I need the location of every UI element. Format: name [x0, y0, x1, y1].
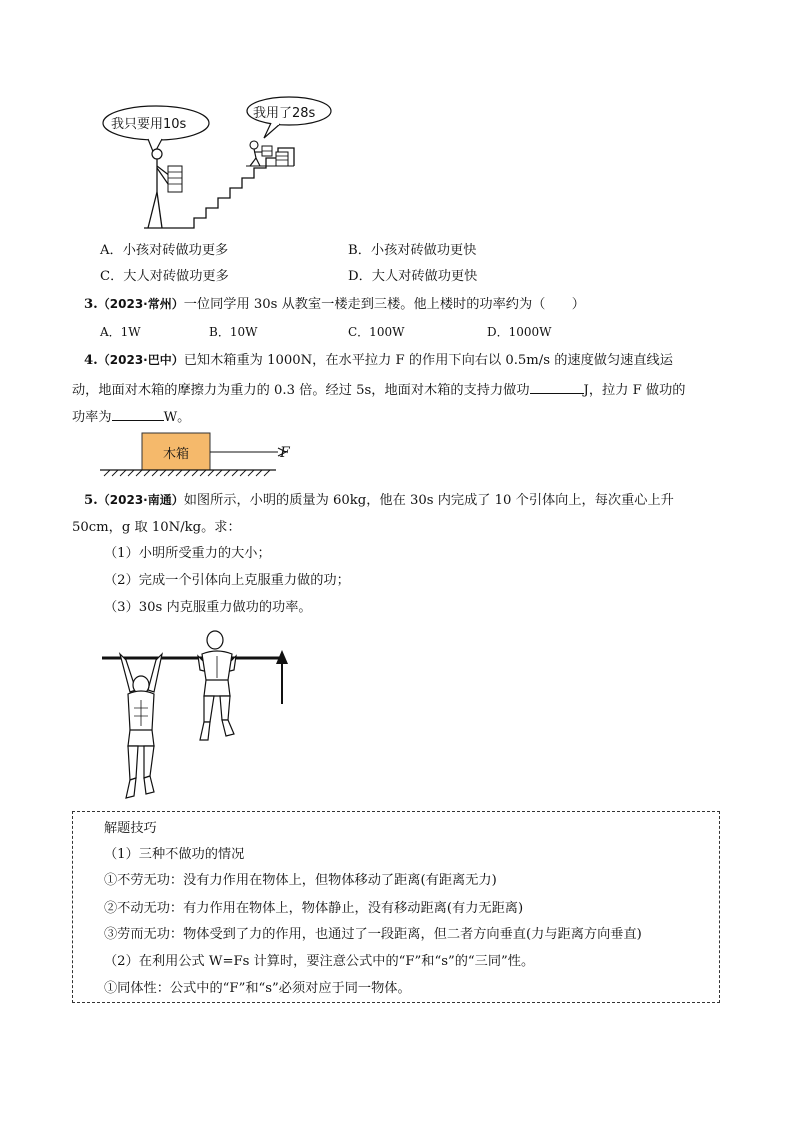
question-source-tag: （2023·巴中） — [97, 353, 184, 367]
question-text: 一位同学用 30s 从教室一楼走到三楼。他上楼时的功率约为（ ） — [183, 297, 585, 312]
tips-line-2: ①不劳无功：没有力作用在物体上，但物体移动了距离(有距离无力) — [104, 873, 497, 888]
question-text: 功率为 — [72, 410, 112, 425]
option-c: C．大人对砖做功更多 — [100, 269, 229, 284]
answer-blank[interactable] — [112, 406, 164, 421]
q3-option-c: C．100W — [348, 325, 405, 339]
q3-option-b: B．10W — [209, 325, 258, 339]
option-d: D．大人对砖做功更快 — [348, 269, 478, 284]
q3-option-d: D．1000W — [487, 325, 552, 339]
question-4-line2 — [72, 379, 685, 400]
tips-title: 解题技巧 — [104, 821, 157, 836]
option-b: B．小孩对砖做功更快 — [348, 243, 477, 258]
question-source-tag: （2023·南通） — [97, 493, 184, 507]
wooden-box-figure — [100, 430, 300, 480]
option-a: A．小孩对砖做功更多 — [100, 243, 229, 258]
question-4-line3 — [72, 406, 190, 427]
question-5-line1 — [84, 491, 674, 510]
pull-up-figure — [100, 630, 300, 805]
bubble-right-text: 我用了28s — [253, 106, 316, 121]
question-5-sub2: （2）完成一个引体向上克服重力做的功； — [104, 573, 350, 588]
tips-line-3: ②不动无功：有力作用在物体上，物体静止，没有移动距离(有力无距离) — [104, 901, 524, 916]
question-3 — [84, 295, 585, 314]
force-label: F — [280, 445, 290, 461]
question-text: 已知木箱重为 1000N，在水平拉力 F 的作用下向右以 0.5m/s 的速度做匀速直线运 — [183, 353, 673, 368]
question-4-line1 — [84, 351, 673, 370]
question-text: J，拉力 F 做功的 — [583, 383, 686, 398]
box-label: 木箱 — [163, 447, 190, 462]
tips-line-6: ①同体性：公式中的“F”和“s”必须对应于同一物体。 — [104, 981, 411, 996]
question-number: 5. — [84, 493, 98, 508]
tips-line-4: ③劳而无功：物体受到了力的作用，也通过了一段距离，但二者方向垂直(力与距离方向垂直) — [104, 927, 642, 942]
question-text: 如图所示，小明的质量为 60kg，他在 30s 内完成了 10 个引体向上，每次重心上升 — [183, 493, 674, 508]
question-number: 4. — [84, 353, 98, 368]
bubble-left-text: 我只要用10s — [111, 117, 187, 132]
answer-blank[interactable] — [530, 379, 584, 394]
question-5-sub3: （3）30s 内克服重力做功的功率。 — [104, 600, 312, 615]
q3-option-a: A．1W — [100, 325, 141, 339]
question-source-tag: （2023·常州） — [97, 297, 184, 311]
tips-line-1: （1）三种不做功的情况 — [104, 847, 245, 862]
question-text: W。 — [163, 410, 191, 425]
question-5-line2: 50cm，g 取 10N/kg。求： — [72, 520, 241, 535]
question-text: 动，地面对木箱的摩擦力为重力的 0.3 倍。经过 5s，地面对木箱的支持力做功 — [72, 383, 530, 398]
question-number: 3. — [84, 297, 98, 312]
tips-line-5: （2）在利用公式 W=Fs 计算时，要注意公式中的“F”和“s”的“三同”性。 — [104, 954, 535, 969]
question-5-sub1: （1）小明所受重力的大小； — [104, 546, 271, 561]
